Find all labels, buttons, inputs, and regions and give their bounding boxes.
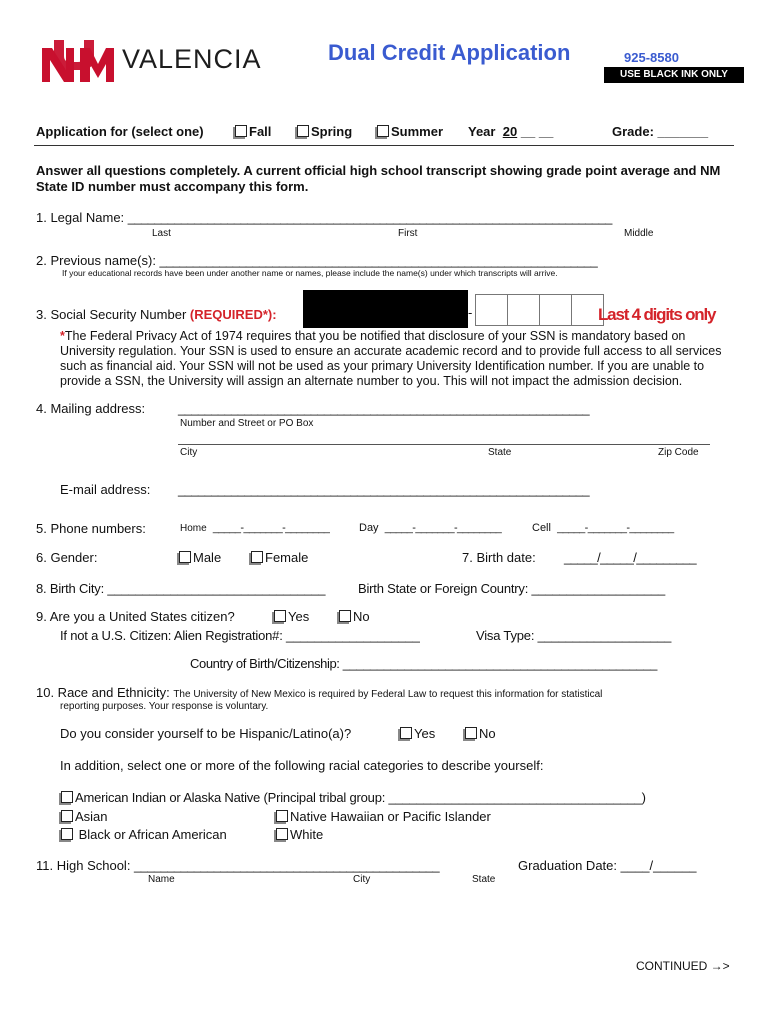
ssn-digit-box[interactable]: [539, 294, 572, 326]
ssn-redacted: [303, 290, 468, 328]
citizen-no-option[interactable]: No: [339, 609, 370, 624]
ssn-digit-box[interactable]: [475, 294, 508, 326]
ssn-dash: -: [468, 305, 473, 320]
race-note: reporting purposes. Your response is voluntary.: [60, 701, 269, 712]
male-option[interactable]: Male: [179, 550, 221, 565]
hispanic-yes-checkbox[interactable]: [400, 727, 412, 739]
black-option[interactable]: Black or African American: [61, 827, 227, 842]
page-title: Dual Credit Application: [328, 40, 571, 65]
last-name-caption: Last: [152, 228, 171, 239]
gender-label: 6. Gender:: [36, 550, 98, 565]
application-for-label: Application for (select one): [36, 124, 204, 139]
asian-checkbox[interactable]: [61, 810, 73, 822]
visa-type-field[interactable]: Visa Type: ___________________: [476, 628, 672, 643]
state-caption: State: [488, 447, 512, 458]
school-state-caption: State: [472, 874, 496, 885]
continued-note: CONTINUED →>: [636, 959, 730, 973]
birth-city-field[interactable]: 8. Birth City: _______________________________: [36, 581, 326, 596]
zip-caption: Zip Code: [658, 447, 699, 458]
legal-name-field[interactable]: 1. Legal Name: _________________________________________________________________________: [36, 210, 612, 225]
ssn-last4-note: Last 4 digits only: [598, 305, 716, 324]
divider: [34, 145, 734, 146]
fall-checkbox[interactable]: [235, 125, 247, 137]
alien-registration-field[interactable]: If not a U.S. Citizen: Alien Registration#: ___________________: [60, 628, 420, 643]
spring-option[interactable]: Spring: [297, 124, 352, 139]
instructions: Answer all questions completely. A current official high school transcript showing grade point average and NM State ID number must accompany this form.: [36, 163, 721, 194]
high-school-field[interactable]: 11. High School: ______________________________________________: [36, 858, 440, 873]
street-caption: Number and Street or PO Box: [180, 418, 314, 429]
hispanic-no-checkbox[interactable]: [465, 727, 477, 739]
city-caption: City: [180, 447, 198, 458]
graduation-date-field[interactable]: Graduation Date: ____/______: [518, 858, 697, 873]
home-phone-field[interactable]: Home _____-_______-________: [180, 522, 330, 534]
mailing-street-input[interactable]: ______________________________________________________________: [178, 401, 590, 416]
american-indian-option[interactable]: American Indian or Alaska Native (Principal tribal group: ____________________________________): [61, 790, 646, 805]
cell-phone-field[interactable]: Cell _____-_______-________: [532, 522, 674, 534]
ssn-label: 3. Social Security Number (REQUIRED*):: [36, 307, 277, 322]
citizen-yes-checkbox[interactable]: [274, 610, 286, 622]
female-checkbox[interactable]: [251, 551, 263, 563]
hispanic-question: Do you consider yourself to be Hispanic/Latino(a)?: [60, 726, 352, 741]
ssn-digit-box[interactable]: [507, 294, 540, 326]
white-option[interactable]: White: [276, 827, 323, 842]
school-city-caption: City: [353, 874, 371, 885]
middle-name-caption: Middle: [624, 228, 654, 239]
city-line[interactable]: [178, 444, 710, 445]
hispanic-no-option[interactable]: No: [465, 726, 496, 741]
american-indian-checkbox[interactable]: [61, 791, 73, 803]
race-select-instruction: In addition, select one or more of the following racial categories to describe yourself:: [60, 758, 544, 773]
summer-checkbox[interactable]: [377, 125, 389, 137]
citizen-yes-option[interactable]: Yes: [274, 609, 309, 624]
birth-state-field[interactable]: Birth State or Foreign Country: ___________________: [358, 581, 666, 596]
email-label: E-mail address:: [60, 482, 151, 497]
asian-option[interactable]: Asian: [61, 809, 108, 824]
male-checkbox[interactable]: [179, 551, 191, 563]
email-input[interactable]: ______________________________________________________________: [178, 482, 590, 497]
hawaiian-option[interactable]: Native Hawaiian or Pacific Islander: [276, 809, 491, 824]
first-name-caption: First: [398, 228, 418, 239]
previous-names-note: If your educational records have been under another name or names, please include the name(s) under which transcripts will arrive.: [62, 268, 558, 278]
country-of-birth-field[interactable]: Country of Birth/Citizenship: ______________________________________________: [190, 656, 657, 671]
race-ethnicity-label: 10. Race and Ethnicity: The University of New Mexico is required by Federal Law to request this information for statistical: [36, 685, 603, 700]
citizen-question: 9. Are you a United States citizen?: [36, 609, 235, 624]
mailing-address-label: 4. Mailing address:: [36, 401, 146, 416]
ink-note: USE BLACK INK ONLY: [604, 67, 744, 83]
school-name-caption: Name: [148, 874, 175, 885]
white-checkbox[interactable]: [276, 828, 288, 840]
phone-numbers-label: 5. Phone numbers:: [36, 521, 146, 536]
hispanic-yes-option[interactable]: Yes: [400, 726, 435, 741]
logo-text: VALENCIA: [122, 44, 262, 74]
fall-option[interactable]: Fall: [235, 124, 271, 139]
hawaiian-checkbox[interactable]: [276, 810, 288, 822]
female-option[interactable]: Female: [251, 550, 308, 565]
previous-names-field[interactable]: 2. Previous name(s): __________________________________________________________________: [36, 253, 598, 268]
summer-option[interactable]: Summer: [377, 124, 443, 139]
spring-checkbox[interactable]: [297, 125, 309, 137]
birth-date-input[interactable]: _____/_____/_________: [564, 550, 696, 565]
birth-date-label: 7. Birth date:: [462, 550, 536, 565]
year-field[interactable]: Year 20 __ __: [468, 124, 554, 139]
unm-logo: [40, 38, 116, 88]
phone-number: 925-8580: [624, 50, 679, 65]
citizen-no-checkbox[interactable]: [339, 610, 351, 622]
black-checkbox[interactable]: [61, 828, 73, 840]
privacy-note: *The Federal Privacy Act of 1974 requires that you be notified that disclosure of your SSN is mandatory based on University regulation. Your SSN is used to ensure an accurate academic record and to provide full access to all services such as financial aid. Your SSN will not be used as your primary University Identification number. If you are unable to provide a SSN, the University will assign an alternate number to you. This will not impact the admission decision.: [60, 329, 722, 388]
day-phone-field[interactable]: Day _____-_______-________: [359, 522, 502, 534]
grade-field[interactable]: Grade: _______: [612, 124, 709, 139]
